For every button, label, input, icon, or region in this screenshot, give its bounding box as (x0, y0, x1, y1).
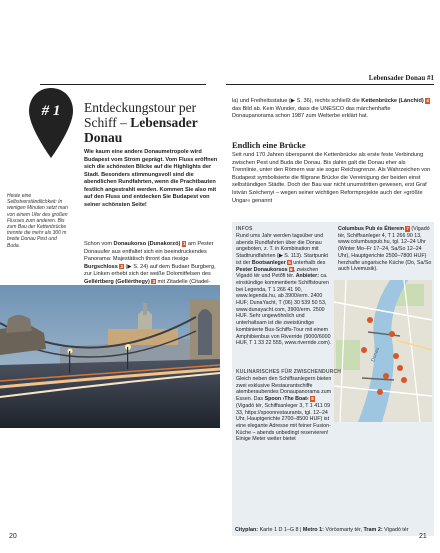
article-title (84, 100, 240, 145)
info-text (236, 233, 332, 347)
body-right (232, 98, 432, 121)
poi-badge: 6 (290, 266, 293, 272)
cityplan-text: Karte 1 D 1–G 8 | (259, 527, 302, 533)
cityplan-bar (232, 524, 434, 536)
title-line-1: Entdeckungstour per (84, 100, 197, 115)
info-text-right (338, 226, 432, 273)
info-anbieter-label: Anbieter: (295, 273, 319, 280)
poi-bootsanleger: Bootsanleger (251, 259, 286, 266)
section-header (350, 74, 434, 82)
info-title: INFOS (236, 226, 253, 232)
poi-badge: 4 (426, 98, 429, 103)
cityplan-label: Cityplan: (235, 527, 259, 533)
tram-text: Vigadó tér (384, 527, 409, 533)
poi-gellert: Gellértberg (Gellérthegy) (84, 278, 150, 285)
poi-badge: 7 (406, 226, 409, 231)
body-right-2: Seit rund 170 Jahren überspannt die Kettenbrücke als erste feste Verbindung zwischen Pest und Buda die Donau. Bis dahin galt die Donau eher als Trennlinie, unter den Römern war sie sogar Reichsgrenze. Als Wahrzeichen von Budapest symbolisierte die filigrane Brücke die Vereinigung der beiden einst selbständigen Städte. Doch der Bau war nicht unumstritten gewesen, erst Graf István Széchenyi – wegen seiner wichtigen Reformprojekte auch der »größte Ungar« genannt (232, 152, 431, 204)
poi-burgschloss: Burgschloss (84, 263, 118, 270)
body-text: am Pester Donauufer aus entfaltet sich ein beeindruckendes Panorama: Majestätisch thront das riesige (84, 241, 214, 262)
body-text: la) und Freiheitsstatue (▶ S. 36), rechts schließt die (232, 98, 360, 104)
section-rule (226, 84, 434, 85)
info-body: ca. einstündige kommentierte Schiffstouren bei Legenda, T 1 266 41 90, www.legenda.hu, ab 3900/erm. 2400 HUF; DunaYacht, T (06) 30 539 50 53, www.dunayacht.com, 3900/erm. 2500 HUF. Sehr ungewöhnlich und unterhaltsam ist die zweistündige kombinierte Bus-Schiffs-Tour mit einem Amphibienbus von Riverride (9000/6000 HUF, T 1 33 22 555, www.riverride.com). (236, 273, 332, 347)
title-line-2a: Schiff – (84, 115, 131, 130)
title-line-2 (84, 115, 240, 130)
map-pin-icon (27, 86, 75, 160)
tips-body: (Vigadó tér, Schiffsanleger 3, T 1 411 09 33, https://spoonrestaurants, tgl. 12–24 Uhr, Hauptgerichte 2700–8500 HUF) ist eine elegante Adresse mit feiner Fusion-Küche – abends unbedingt reservieren! Einige Meter weiter bietet (236, 402, 331, 443)
page-number-left: 20 (9, 533, 17, 540)
body-text: Schon vom (84, 241, 112, 247)
metro-label: Metro 1: (302, 527, 324, 533)
pin-number: # 1 (41, 103, 61, 119)
tips-title: KULINARISCHES FÜR ZWISCHENDURCH (236, 369, 342, 375)
photo-caption: Heute eine Selbstverständlichkeit: In wenigen Minuten setzt man von einem Ufer des großen Flusses zum anderen. Bis zum Bau der Kettenbrücke trennte die mehr als 300 m breite Donau Pest und Buda. (7, 193, 68, 249)
chain-bridge-photo (0, 285, 220, 428)
title-line-2b: Lebensader (130, 115, 198, 130)
poi-badge: 2 (120, 263, 123, 269)
poi-spoon: Spoon ›The Boat‹ (264, 396, 309, 403)
map-river-label: Donau (370, 346, 381, 363)
city-map (334, 280, 432, 422)
poi-columbus: Columbus Pub és Étterem (338, 226, 404, 232)
poi-badge: 5 (288, 259, 291, 265)
info-body: , zwischen Vigadó tér und Petőfi tér. (236, 266, 319, 280)
section-title: Lebensader Donau (368, 74, 426, 82)
poi-badge: 3 (152, 278, 155, 284)
poi-badge: 1 (182, 241, 186, 246)
info-body: unterhalb des (293, 259, 326, 266)
top-rule (40, 84, 206, 85)
section-ref: #1 (427, 74, 434, 82)
info-body: (Vigadó tér, Schiffsanleger 4, T 1 266 90 13, www.columbuspub.hu, tgl. 12–24 Uhr (Winter Mo–Fr 17–24, Sa/So 12–24 Uhr), Hauptgerichte 2500–7800 HUF) herzhafte ungarische Küche (Do, Sa/So auch Livemusik). (338, 226, 432, 273)
body-left (84, 241, 222, 286)
metro-text: Vörösmarty tér, (325, 527, 362, 533)
page-number-right: 21 (419, 533, 427, 540)
poi-badge: 8 (311, 396, 314, 402)
poi-pester: Pester Donaukorsos (236, 266, 288, 273)
tram-label: Tram 2: (363, 527, 383, 533)
poi-kettenbruecke: Kettenbrücke (Lánchíd) (361, 98, 424, 104)
lead-paragraph: Wie kaum eine andere Donaumetropole wird Budapest vom Strom geprägt. Vom Fluss eröffnen sich die schönsten Blicke auf die Highlights der Stadt. Besonders stimmungsvoll sind die abendlichen Rundfahrten, wenn die Prachtbauten festlich angestrahlt werden. Kommen Sie also mit auf den Fluss und entdecken Sie Budapest von seiner schönsten Seite! (84, 149, 218, 208)
poi-donaukorso: Donaukorso (Dunakorzó) (113, 241, 181, 247)
body-text: (▶ S. 24) auf dem Budaer Burgberg, zur Linken erhebt sich der weiße Dolomitfelsen des (84, 263, 216, 277)
title-line-3 (84, 130, 240, 145)
subheading: Endlich eine Brücke (232, 140, 306, 150)
info-body: Rund ums Jahr werden tagsüber und abends Rundfahrten über die Donau angeboten, z. T. in Kombination mit Stadtrundfahrten (▶ S. 113). Startpunkt ist der (236, 233, 329, 266)
tips-body: Gleich neben den Schiffsanlegern bieten zwei exklusive Restaurantschiffe atemberaubendes Donaupanorama zum Essen. Das (236, 376, 332, 403)
tips-text (236, 376, 332, 443)
body-text: mit Zitadelle (Citadel- (157, 278, 211, 285)
body-text: das Bild ab. Kein Wunder, dass die UNESCO das märchenhafte Donaupanorama schon 1987 zum Welterbe erklärt hat. (232, 105, 391, 120)
title-line-3-text: Donau (84, 130, 123, 145)
